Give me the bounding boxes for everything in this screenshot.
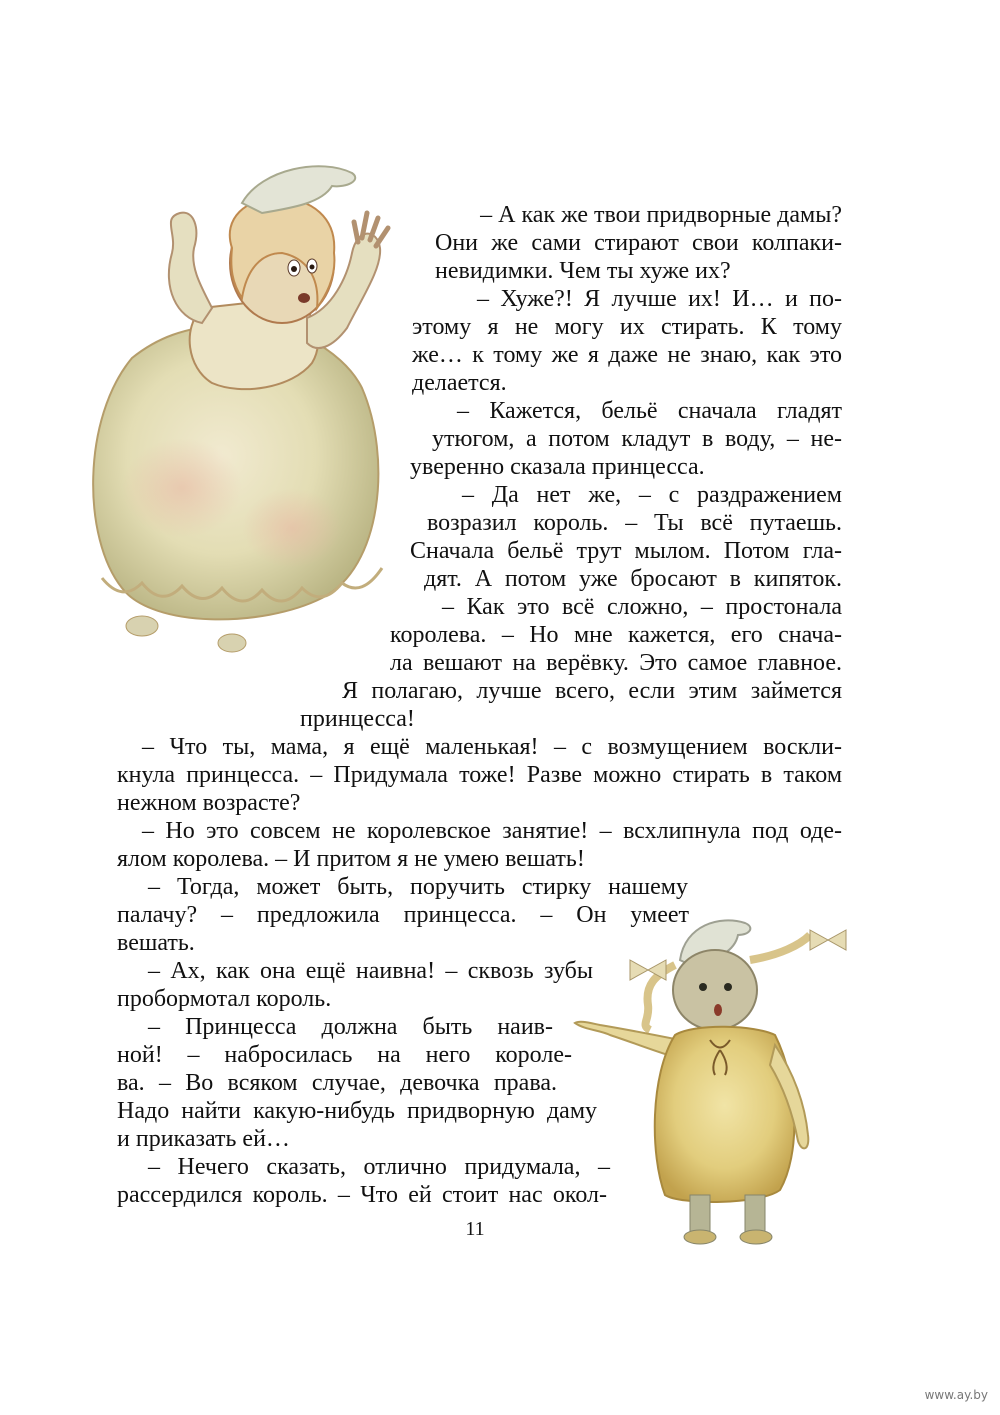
text-line: делается. <box>412 370 507 396</box>
text-line: ной! – набросилась на него короле- <box>117 1042 572 1068</box>
text-line: – Да нет же, – с раздражением <box>462 482 842 508</box>
text-line: утюгом, а потом кладут в воду, – не- <box>432 426 842 452</box>
text-line: и приказать ей… <box>117 1126 290 1152</box>
text-line: же… к тому же я даже не знаю, как это <box>412 342 842 368</box>
text-line: рассердился король. – Что ей стоит нас окол- <box>117 1182 607 1208</box>
text-line: нежном возрасте? <box>117 790 301 816</box>
text-line: принцесса! <box>300 706 415 732</box>
text-line: – Ах, как она ещё наивна! – сквозь зубы <box>148 958 593 984</box>
text-line: Я полагаю, лучше всего, если этим займется <box>342 678 842 704</box>
text-line: – Хуже?! Я лучше их! И… и по- <box>477 286 842 312</box>
text-line: – А как же твои придворные дамы? <box>480 202 842 228</box>
text-line: Надо найти какую-нибудь придворную даму <box>117 1098 597 1124</box>
text-line: – Принцесса должна быть наив- <box>148 1014 553 1040</box>
text-line: Они же сами стирают свои колпаки- <box>435 230 842 256</box>
text-line: – Как это всё сложно, – простонала <box>442 594 842 620</box>
text-line: уверенно сказала принцесса. <box>410 454 705 480</box>
princess-illustration <box>570 905 870 1255</box>
text-line: – Нечего сказать, отлично придумала, – <box>148 1154 610 1180</box>
text-line: этому я не могу их стирать. К тому <box>412 314 842 340</box>
text-line: палачу? – предложила принцесса. – Он умеет <box>117 902 689 928</box>
queen-illustration <box>62 158 412 668</box>
text-line: – Но это совсем не королевское занятие! – всхлипнула под оде- <box>142 818 842 844</box>
text-line: королева. – Но мне кажется, его снача- <box>390 622 842 648</box>
page-number: 11 <box>465 1218 485 1240</box>
text-line: – Тогда, может быть, поручить стирку нашему <box>148 874 688 900</box>
text-line: кнула принцесса. – Придумала тоже! Разве можно стирать в таком <box>117 762 842 788</box>
text-line: ла вешают на верёвку. Это самое главное. <box>390 650 842 676</box>
text-line: дят. А потом уже бросают в кипяток. <box>424 566 842 592</box>
text-line: – Что ты, мама, я ещё маленькая! – с возмущением воскли- <box>142 734 842 760</box>
watermark: www.ay.by <box>924 1388 988 1402</box>
text-line: пробормотал король. <box>117 986 332 1012</box>
text-line: вешать. <box>117 930 195 956</box>
text-line: ялом королева. – И притом я не умею вешать! <box>117 846 585 872</box>
text-line: – Кажется, бельё сначала гладят <box>457 398 842 424</box>
text-line: возразил король. – Ты всё путаешь. <box>427 510 842 536</box>
text-line: ва. – Во всяком случае, девочка права. <box>117 1070 557 1096</box>
text-line: Сначала бельё трут мылом. Потом гла- <box>410 538 842 564</box>
text-line: невидимки. Чем ты хуже их? <box>435 258 731 284</box>
